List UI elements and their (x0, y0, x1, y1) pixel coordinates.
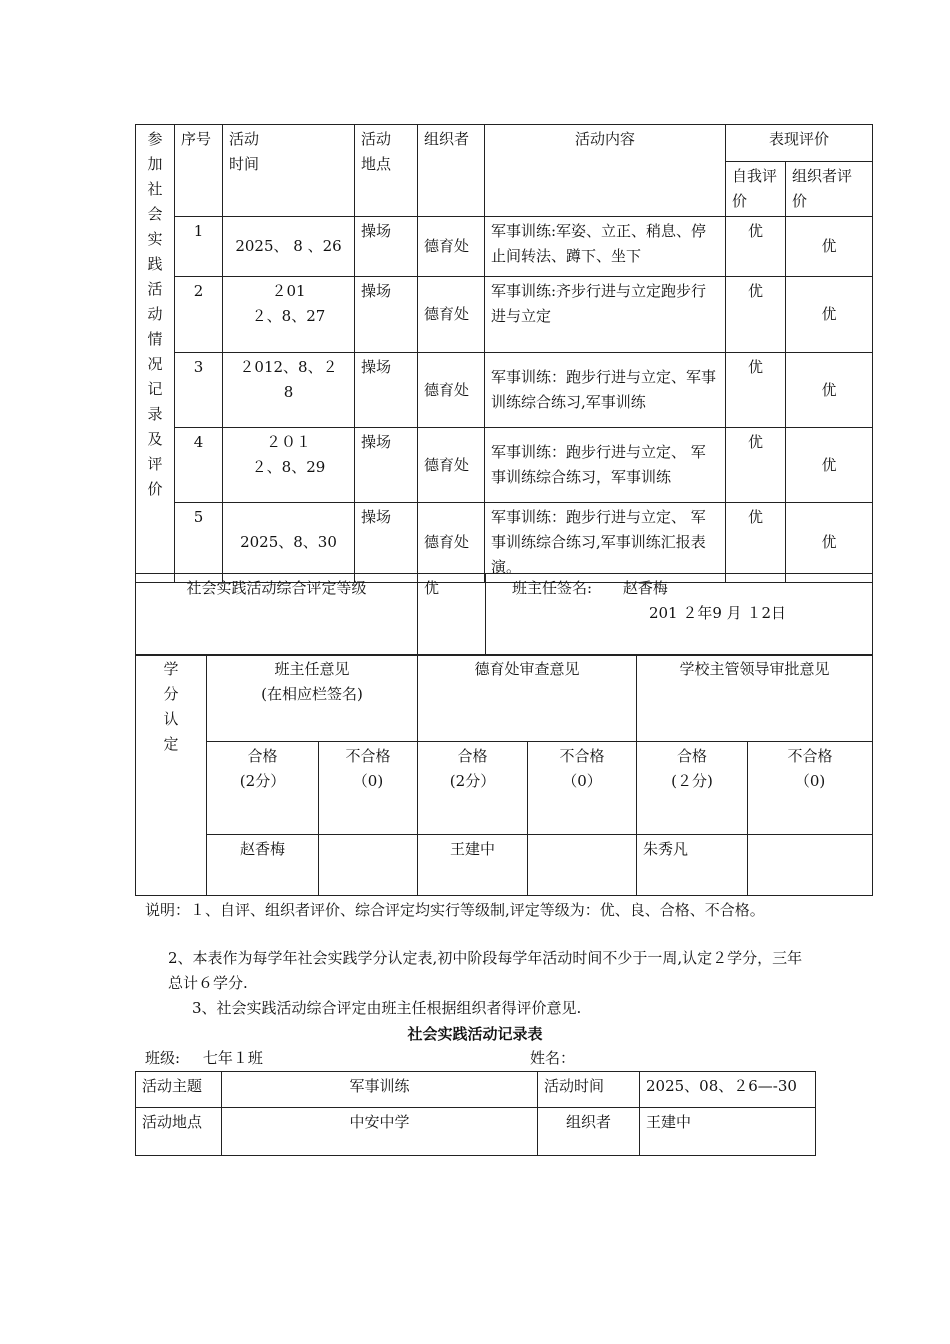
header-org: 组织者 (418, 125, 485, 217)
credit-table (135, 654, 873, 896)
class-label: 班级: (145, 1049, 181, 1067)
name-label: 姓名： (530, 1049, 576, 1067)
side-label-record: 参加社会实践活动情况记录及评价 (136, 125, 175, 583)
row-org-eval: 优 (786, 353, 873, 428)
row-org-eval: 优 (786, 503, 873, 583)
teacher-opinion-header: 班主任意见 (在相应栏签名) (207, 655, 418, 742)
row-time: ２01 ２、8、27 (223, 277, 355, 353)
time-value: 2025、08、２6—-30 (640, 1072, 816, 1108)
place-label: 活动地点 (136, 1108, 222, 1156)
row-seq: 2 (175, 277, 223, 353)
row-time: ２０１ ２、8、29 (223, 428, 355, 503)
header-time: 活动 时间 (223, 125, 355, 217)
signature-empty (748, 835, 873, 896)
place-value: 中安中学 (222, 1108, 538, 1156)
pass-option: 合格 (2分） (207, 742, 319, 835)
signature-empty (319, 835, 418, 896)
form-title: 社会实践活动记录表 (407, 1025, 543, 1043)
row-content: 军事训练：跑步行进与立定、 军事训练综合练习，军事训练 (485, 428, 726, 503)
row-org: 德育处 (418, 353, 485, 428)
sign-label: 班主任签名: (512, 579, 593, 597)
row-time: 2025、 8 、26 (223, 217, 355, 277)
fail-option: 不合格 （0) (748, 742, 873, 835)
row-org: 德育处 (418, 277, 485, 353)
class-value: 七年１班 (202, 1049, 263, 1067)
row-place: 操场 (355, 428, 418, 503)
signature-empty (528, 835, 637, 896)
fail-option: 不合格 （0） (528, 742, 637, 835)
row-place: 操场 (355, 503, 418, 583)
signature-moral-office: 王建中 (418, 835, 528, 896)
org-value: 王建中 (640, 1108, 816, 1156)
row-time: ２012、8、２ 8 (223, 353, 355, 428)
summary-sign (486, 574, 873, 656)
theme-label: 活动主题 (136, 1072, 222, 1108)
header-self-eval: 自我评价 (726, 162, 786, 217)
row-time: 2025、8、30 (223, 503, 355, 583)
row-content: 军事训练:齐步行进与立定跑步行进与立定 (485, 277, 726, 353)
principal-header: 学校主管领导审批意见 (637, 655, 873, 742)
row-self-eval: 优 (726, 217, 786, 277)
row-org: 德育处 (418, 428, 485, 503)
row-content: 军事训练：跑步行进与立定、军事训练综合练习,军事训练 (485, 353, 726, 428)
record-table (135, 124, 873, 583)
summary-table (135, 573, 873, 656)
org-label: 组织者 (538, 1108, 640, 1156)
row-self-eval: 优 (726, 277, 786, 353)
fail-option: 不合格 （0) (319, 742, 418, 835)
row-self-eval: 优 (726, 503, 786, 583)
summary-label: 社会实践活动综合评定等级 (136, 574, 418, 656)
row-org-eval: 优 (786, 277, 873, 353)
row-org-eval: 优 (786, 428, 873, 503)
row-place: 操场 (355, 353, 418, 428)
row-seq: 4 (175, 428, 223, 503)
pass-option: 合格 (2分） (418, 742, 528, 835)
row-org: 德育处 (418, 503, 485, 583)
row-org: 德育处 (418, 217, 485, 277)
sign-name: 赵香梅 (622, 579, 668, 597)
row-seq: 3 (175, 353, 223, 428)
theme-value: 军事训练 (222, 1072, 538, 1108)
pass-option: 合格 (２分) (637, 742, 748, 835)
signature-principal: 朱秀凡 (637, 835, 748, 896)
note-line-2: 2、本表作为每学年社会实践学分认定表,初中阶段每学年活动时间不少于一周,认定２学分，三年总计６学分. (168, 949, 803, 992)
class-line (145, 1046, 263, 1071)
row-org-eval: 优 (786, 217, 873, 277)
time-label: 活动时间 (538, 1072, 640, 1108)
sign-date: 201 ２年9 月 １2日 (648, 604, 786, 622)
activity-record-table (135, 1071, 816, 1156)
header-content: 活动内容 (485, 125, 726, 217)
note-line-1: 说明：１、自评、组织者评价、综合评定均实行等级制,评定等级为：优、良、合格、不合格。 (145, 901, 765, 919)
header-org-eval: 组织者评价 (786, 162, 873, 217)
row-content: 军事训练:军姿、立正、稍息、停止间转法、蹲下、坐下 (485, 217, 726, 277)
signature-teacher: 赵香梅 (207, 835, 319, 896)
moral-office-header: 德育处审查意见 (418, 655, 637, 742)
summary-grade: 优 (418, 574, 486, 656)
header-place: 活动 地点 (355, 125, 418, 217)
credit-side-label: 学分认定 (136, 655, 207, 896)
row-place: 操场 (355, 277, 418, 353)
header-eval: 表现评价 (726, 125, 873, 162)
row-seq: 5 (175, 503, 223, 583)
row-self-eval: 优 (726, 428, 786, 503)
row-seq: 1 (175, 217, 223, 277)
header-seq: 序号 (175, 125, 223, 217)
row-content: 军事训练：跑步行进与立定、 军事训练综合练习,军事训练汇报表演。 (485, 503, 726, 583)
note-line-3: 3、社会实践活动综合评定由班主任根据组织者得评价意见. (192, 999, 582, 1017)
row-place: 操场 (355, 217, 418, 277)
row-self-eval: 优 (726, 353, 786, 428)
